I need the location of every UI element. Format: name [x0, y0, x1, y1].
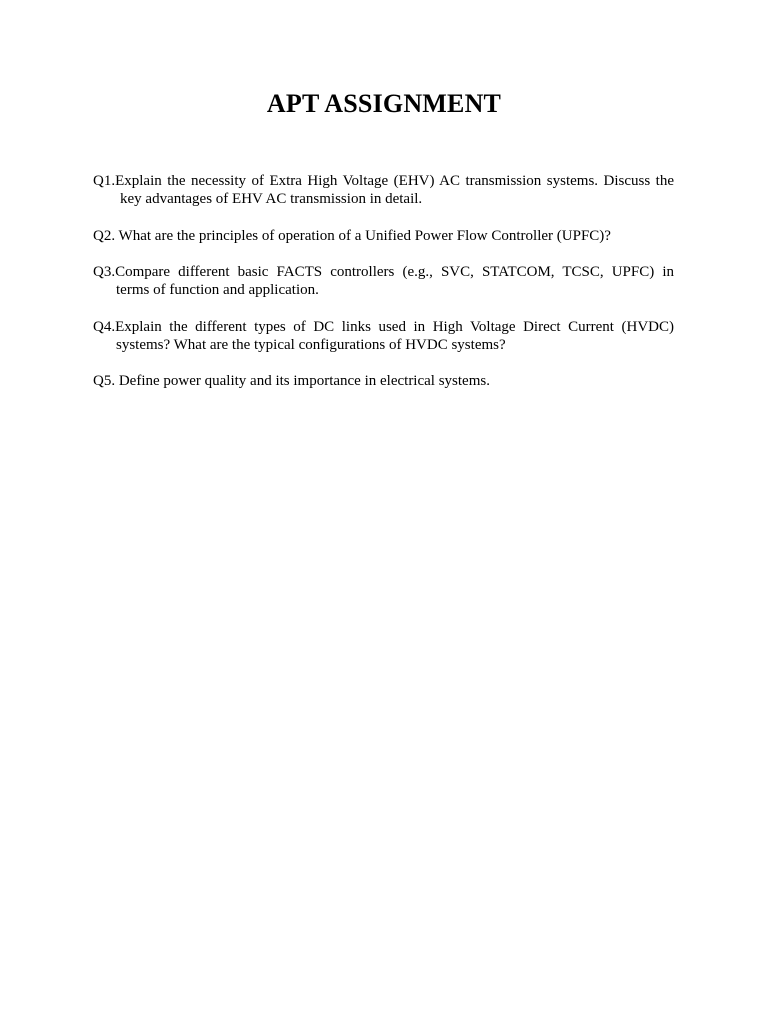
- question-4: [93, 318, 674, 354]
- question-4-line-2: systems? What are the typical configurations of HVDC systems?: [116, 337, 506, 353]
- question-5: [93, 372, 674, 390]
- question-3-line-1: Q3.Compare different basic FACTS controllers (e.g., SVC, STATCOM, TCSC, UPFC) in: [93, 264, 674, 280]
- question-5-line-1: Q5. Define power quality and its importance in electrical systems.: [93, 373, 490, 389]
- question-2: [93, 227, 674, 245]
- question-3-line-2: terms of function and application.: [116, 282, 319, 298]
- question-1-line-1: Q1.Explain the necessity of Extra High Voltage (EHV) AC transmission systems. Discuss the: [93, 173, 674, 189]
- question-1-line-2: key advantages of EHV AC transmission in detail.: [120, 191, 423, 207]
- document-title: APT ASSIGNMENT: [266, 89, 502, 118]
- question-1: [93, 172, 674, 208]
- question-2-line-1: Q2. What are the principles of operation of a Unified Power Flow Controller (UPFC)?: [93, 228, 611, 244]
- question-4-line-1: Q4.Explain the different types of DC links used in High Voltage Direct Current (HVDC): [93, 319, 674, 335]
- question-3: [93, 263, 674, 299]
